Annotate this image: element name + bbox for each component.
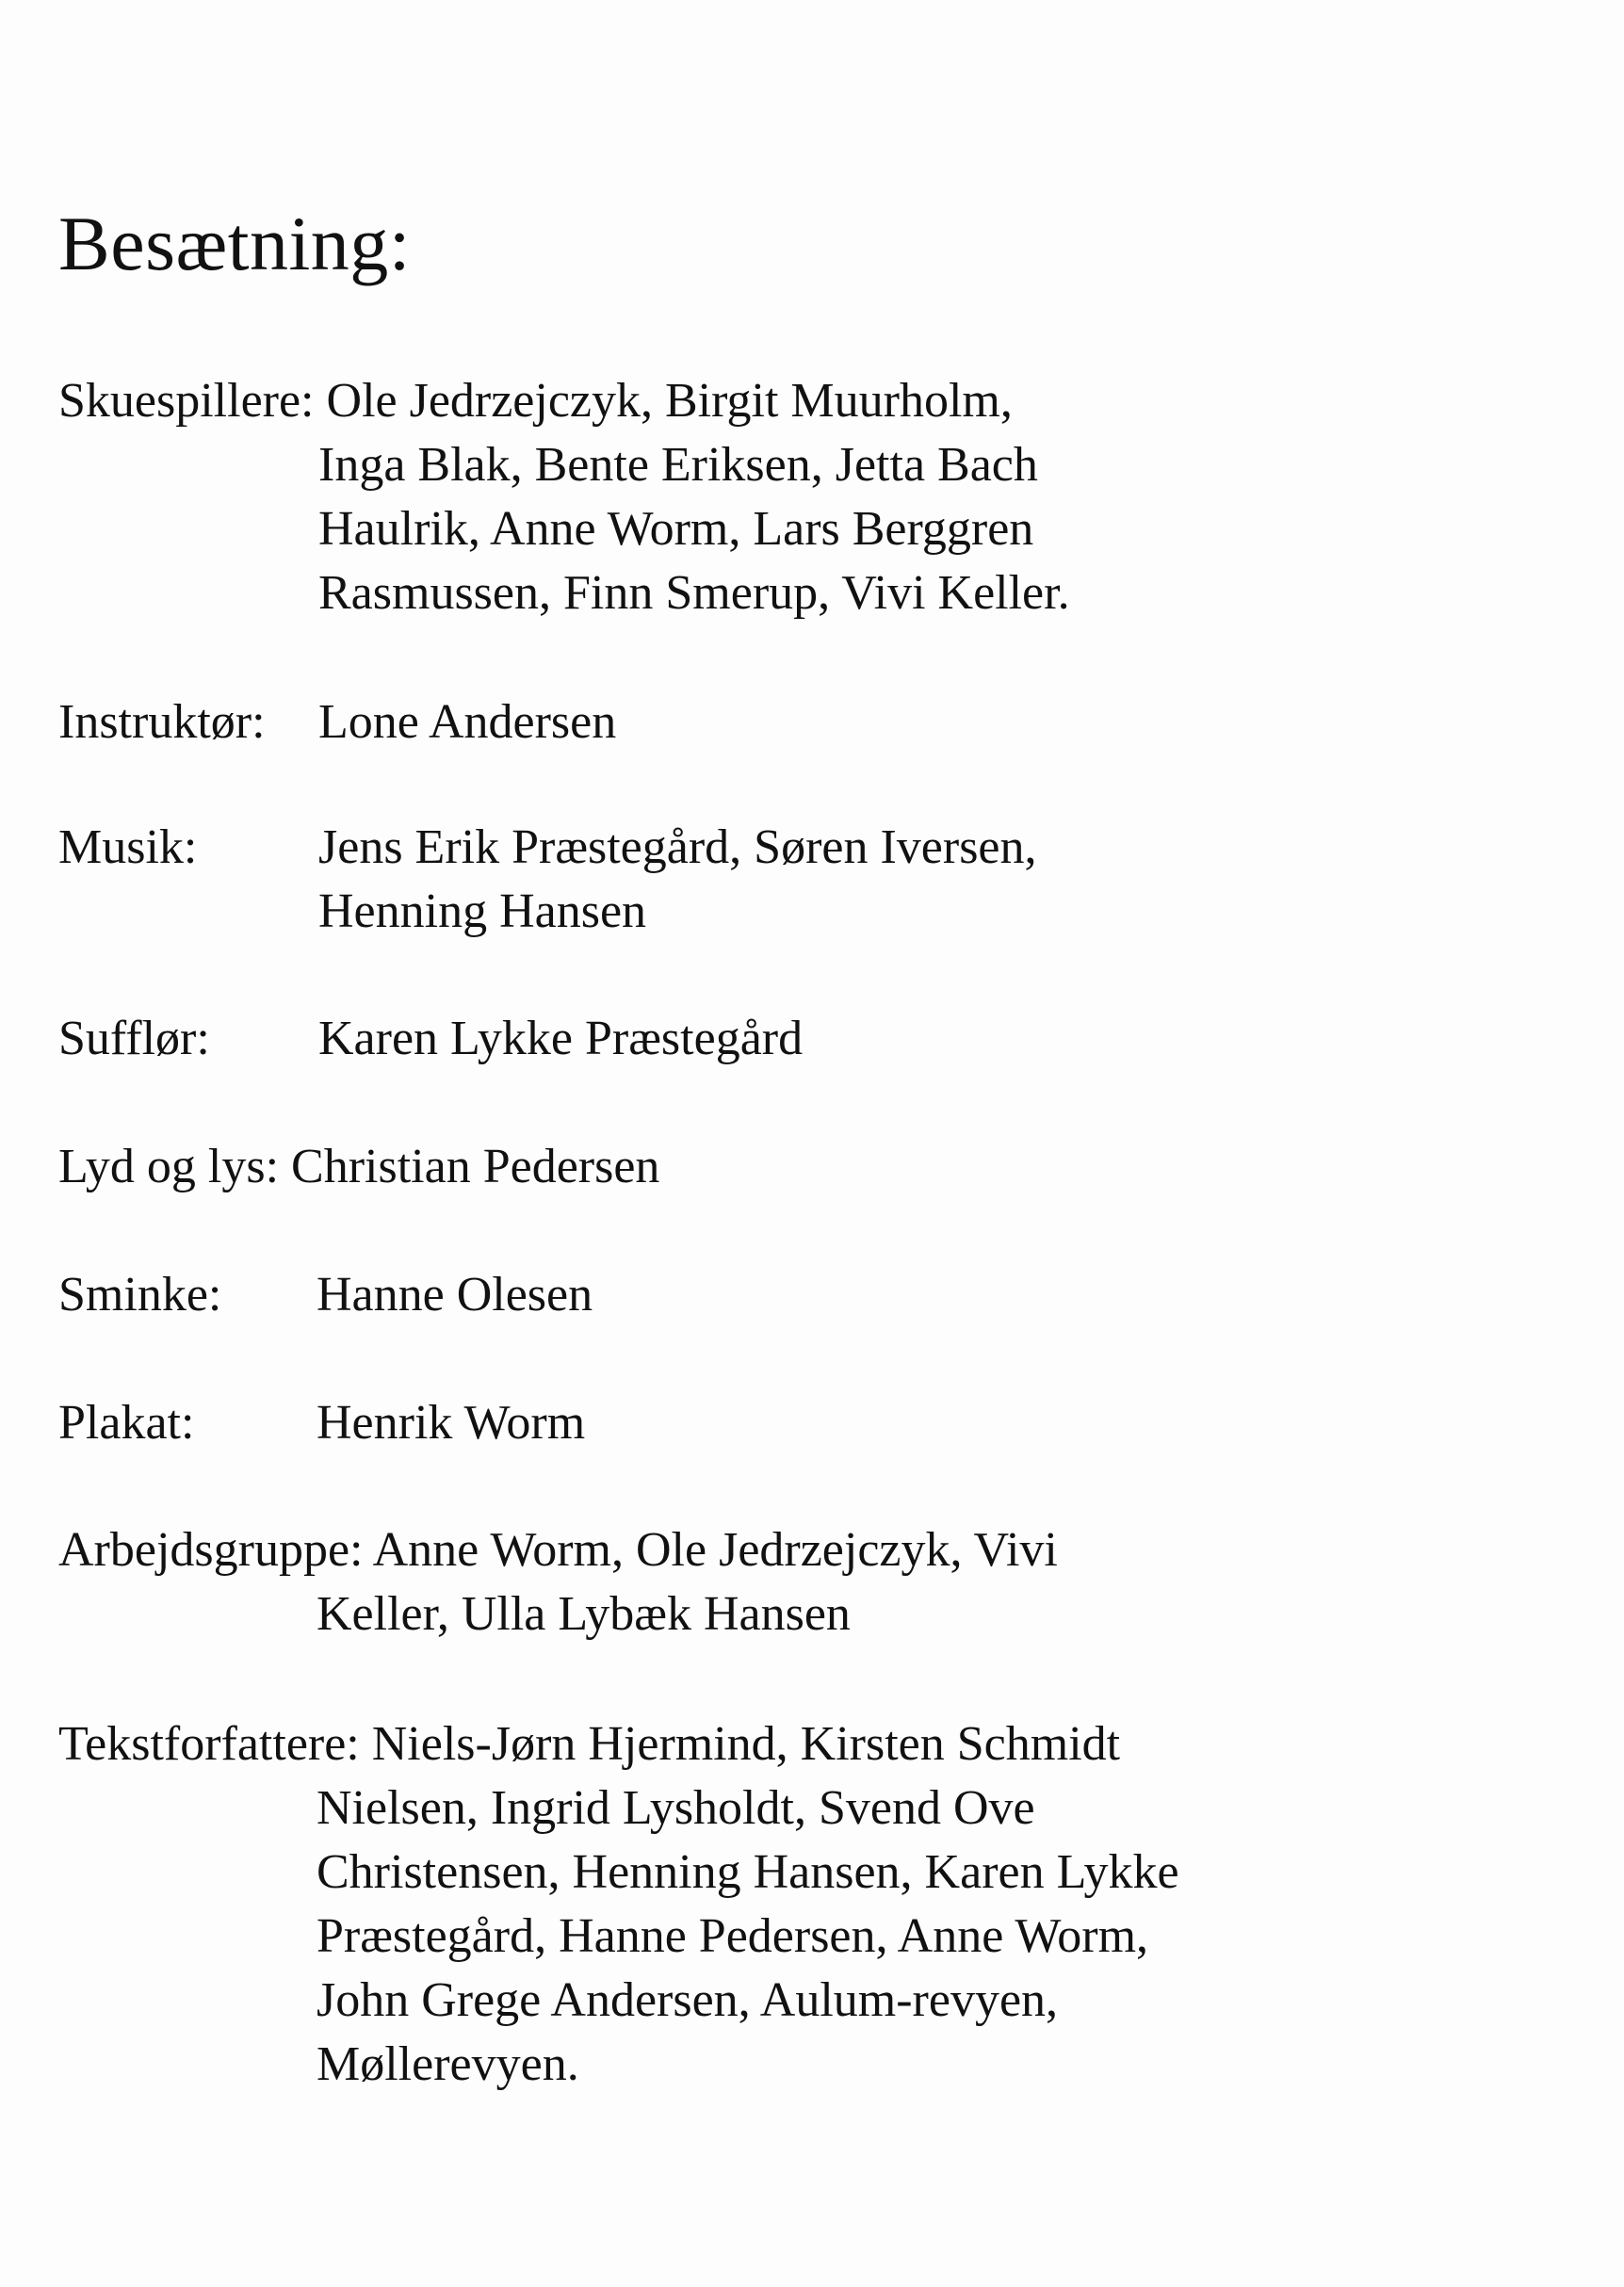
credit-first-line (58, 816, 1377, 880)
credit-music (58, 816, 1377, 944)
credit-prompter (58, 1007, 1377, 1071)
credit-role: Tekstforfattere: (58, 1717, 360, 1771)
credit-continuation: Nielsen, Ingrid Lysholdt, Svend Ove (317, 1781, 1035, 1835)
credit-names: Ole Jedrzejczyk, Birgit Muurholm, (326, 374, 1013, 428)
credit-first-line (58, 1518, 1377, 1582)
credit-director (58, 690, 1377, 754)
credit-first-line (58, 369, 1377, 433)
credit-writers (58, 1712, 1377, 2097)
credit-role: Instruktør: (58, 695, 266, 749)
credit-names: Anne Worm, Ole Jedrzejczyk, Vivi (372, 1523, 1058, 1577)
credit-role: Skuespillere: (58, 374, 315, 428)
credit-continuation: Inga Blak, Bente Eriksen, Jetta Bach (318, 438, 1038, 492)
credit-actors (58, 369, 1377, 625)
credit-role: Sufflør: (58, 1012, 210, 1065)
credit-role: Arbejdsgruppe: (58, 1523, 364, 1577)
credit-continuation: Rasmussen, Finn Smerup, Vivi Keller. (318, 566, 1070, 620)
credit-role: Plakat: (58, 1396, 195, 1450)
credit-role: Sminke: (58, 1268, 222, 1322)
credit-continuation: Keller, Ulla Lybæk Hansen (317, 1587, 851, 1641)
credit-working-group (58, 1518, 1377, 1646)
credit-names: Niels-Jørn Hjermind, Kirsten Schmidt (371, 1717, 1121, 1771)
credit-names: Jens Erik Præstegård, Søren Iversen, (318, 820, 1037, 874)
credit-role: Lyd og lys: (58, 1140, 280, 1193)
credit-first-line (58, 1263, 1377, 1327)
credit-first-line (58, 1135, 1377, 1199)
credit-role: Musik: (58, 820, 198, 874)
credit-continuation: Haulrik, Anne Worm, Lars Berggren (318, 502, 1034, 556)
credit-names: Hanne Olesen (317, 1268, 593, 1322)
credit-first-line (58, 690, 1377, 754)
credit-names: Karen Lykke Præstegård (318, 1012, 804, 1065)
credit-names: Lone Andersen (318, 695, 617, 749)
credit-poster (58, 1391, 1377, 1455)
credit-names: Christian Pedersen (291, 1140, 660, 1193)
credit-first-line (58, 1712, 1377, 1776)
credit-continuation: Præstegård, Hanne Pedersen, Anne Worm, (317, 1909, 1149, 1963)
credit-continuation: Henning Hansen (318, 884, 647, 938)
credit-makeup (58, 1263, 1377, 1327)
page-title: Besætning: (58, 201, 412, 286)
credit-continuation: Møllerevyen. (317, 2037, 579, 2091)
credit-first-line (58, 1391, 1377, 1455)
credit-continuation: Christensen, Henning Hansen, Karen Lykke (317, 1845, 1179, 1899)
credit-first-line (58, 1007, 1377, 1071)
credit-sound-light (58, 1135, 1377, 1199)
credit-names: Henrik Worm (317, 1396, 586, 1450)
credit-continuation: John Grege Andersen, Aulum-revyen, (317, 1973, 1059, 2027)
